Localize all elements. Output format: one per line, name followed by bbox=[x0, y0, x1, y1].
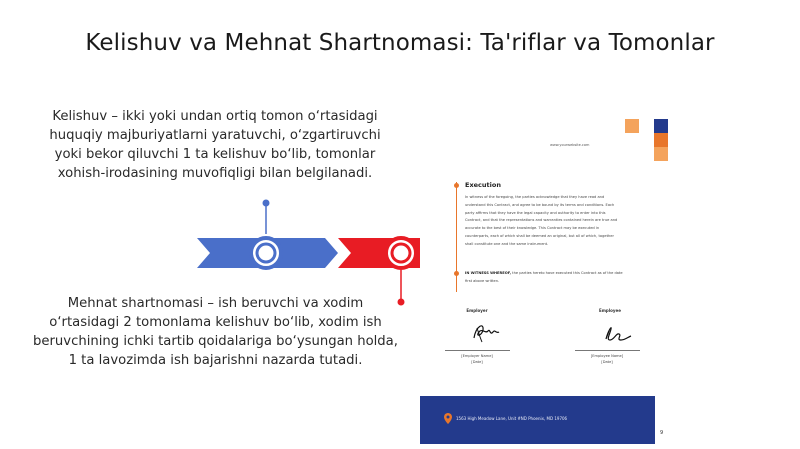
timeline-node-blue bbox=[251, 238, 281, 268]
definition-employment-contract: Mehnat shartnomasi – ish beruvchi va xodim o‘rtasidagi 2 tomonlama kelishuv bo‘lib, xodim ish beruvchining ichki tartib qoidalariga bo‘ysungan holda, 1 ta lavozimda ish bajarishni nazarda tutadi. bbox=[33, 296, 398, 368]
employer-label: Employer bbox=[466, 308, 488, 313]
definition-agreement: Kelishuv – ikki yoki undan ortiq tomon o‘rtasidagi huquqiy majburiyatlarni yaratuvchi, o‘zgartiruvchi yoki bekor qiluvchi 1 ta kelishuv bo‘lib, tomonlar xohish-irodasining muvofiqligi bilan belgilanadi. bbox=[49, 109, 381, 181]
employee-date: [Date] bbox=[601, 360, 613, 364]
employee-name: [Employee Name] bbox=[590, 354, 624, 358]
timeline-arrow-red bbox=[338, 238, 420, 268]
employee-label: Employee bbox=[599, 308, 621, 313]
section-bullet bbox=[454, 183, 459, 188]
employee-signature bbox=[600, 323, 634, 343]
slide-title: Kelishuv va Mehnat Shartnomasi: Ta'riflar va Tomonlar bbox=[85, 30, 715, 56]
location-pin-icon bbox=[444, 413, 452, 424]
timeline-dot-top bbox=[263, 200, 270, 207]
employer-signature-line bbox=[445, 350, 510, 351]
witness-bullet bbox=[454, 271, 459, 276]
footer-address: 1563 High Meadow Lane, Unit #ND Phoenix, MD 19706 bbox=[456, 416, 568, 421]
decor-squares bbox=[625, 119, 670, 171]
employee-signature-line bbox=[575, 350, 640, 351]
document-footer bbox=[420, 396, 655, 444]
witness-rest: the parties hereto have executed this Contract as of the date first above written. bbox=[465, 271, 623, 283]
timeline-node-red bbox=[386, 238, 416, 268]
employer-date: [Date] bbox=[471, 360, 483, 364]
document-section-heading: Execution bbox=[465, 181, 501, 189]
employer-signature bbox=[470, 320, 502, 344]
contract-page-thumbnail bbox=[420, 112, 670, 447]
document-witness-clause bbox=[465, 270, 625, 286]
page-number: 9 bbox=[660, 430, 664, 436]
timeline-dot-bottom bbox=[398, 299, 405, 306]
document-website: www.yourwebsite.com bbox=[550, 143, 590, 147]
witness-bold: IN WITNESS WHEREOF, bbox=[465, 271, 512, 275]
document-body-text: In witness of the foregoing, the parties acknowledge that they have read and understand this Contract, and agree to be bound by its terms and conditions. Each party affirms that they have the legal capacity and authority to enter into this Contract, and that the representations and warranties contained herein are true and accurate to the best of their knowledge. This Contract may be executed in counterparts, each of which shall be deemed an original, but all of which, together shall constitute one and the same instrument. bbox=[465, 195, 618, 246]
employer-name: [Employer Name] bbox=[461, 354, 493, 358]
timeline-arrow-blue bbox=[197, 238, 338, 268]
